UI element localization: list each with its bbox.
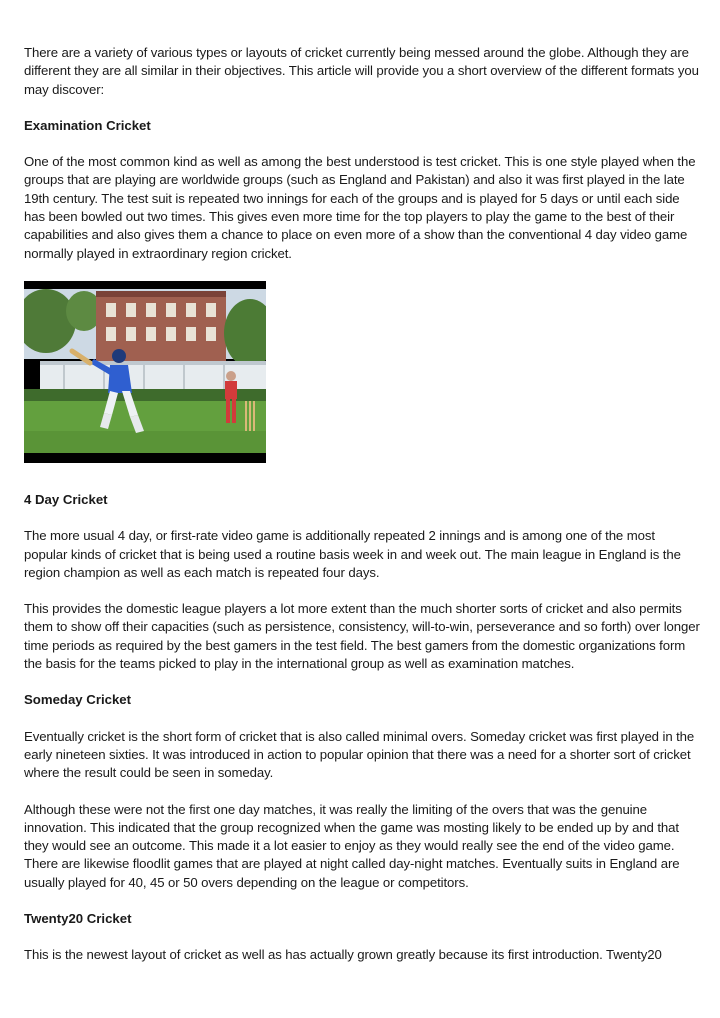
section-heading-test-cricket: Examination Cricket — [24, 117, 151, 133]
section-paragraph: Eventually cricket is the short form of cricket that is also called minimal overs. Someday cricket was first played in the early nineteen sixties. It was introduced in action to popular opinion that there was a need for a shorter sort of cricket where the result could be seen in someday. — [24, 728, 695, 781]
section-paragraph: The more usual 4 day, or first-rate video game is additionally repeated 2 innings and is among one of the most popular kinds of cricket that is being used a routine basis week in and week out. The main league in England is the region champion as well as each match is repeated four days. — [24, 528, 681, 580]
section-paragraph: This provides the domestic league players a lot more extent than the much shorter sorts of cricket and also permits them to show off their capacities (such as persistence, consistency, will-to-win, perseverance and so forth) over longer time periods as required by the best gamers in the test field. The best gamers from the domestic organizations form the basis for the teams picked to play in the international group as well as examination matches. — [24, 601, 700, 672]
section-heading-someday-cricket: Someday Cricket — [24, 692, 132, 708]
section-heading-twenty20-cricket: Twenty20 Cricket — [24, 911, 132, 927]
cricket-batsman-photo — [24, 281, 266, 463]
section-paragraph: This is the newest layout of cricket as well as has actually grown greatly because its first introduction. Twenty20 — [24, 947, 662, 963]
intro-paragraph: There are a variety of various types or layouts of cricket currently being messed around the globe. Although they are different they are all similar in their objectives. This article will provide you a short overview of the different formats you may discover: — [24, 45, 699, 97]
section-paragraph: One of the most common kind as well as among the best understood is test cricket. This is one style played when the groups that are playing are worldwide groups (such as England and Pakistan) and also it was first played in the late 19th century. The test suit is repeated two innings for each of the groups and is played for 5 days or until each side has been bowled out two times. This gives even more time for the top players to play the game to the best of their capabilities and also gives them a chance to place on even more of a show than the conventional 4 day video game normally played in extraordinary region cricket. — [24, 154, 696, 261]
section-heading-4-day-cricket: 4 Day Cricket — [24, 491, 108, 507]
article — [24, 44, 700, 983]
section-paragraph: Although these were not the first one day matches, it was really the limiting of the overs that was the genuine innovation. This indicated that the group recognized when the game was mosting likely to be ended up by and that they would see an outcome. This made it a lot easier to enjoy as they would really see the end of the video game. There are likewise floodlit games that are played at night called day-night matches. Eventually suits in England are usually played for 40, 45 or 50 overs depending on the league or competitors. — [24, 801, 680, 890]
